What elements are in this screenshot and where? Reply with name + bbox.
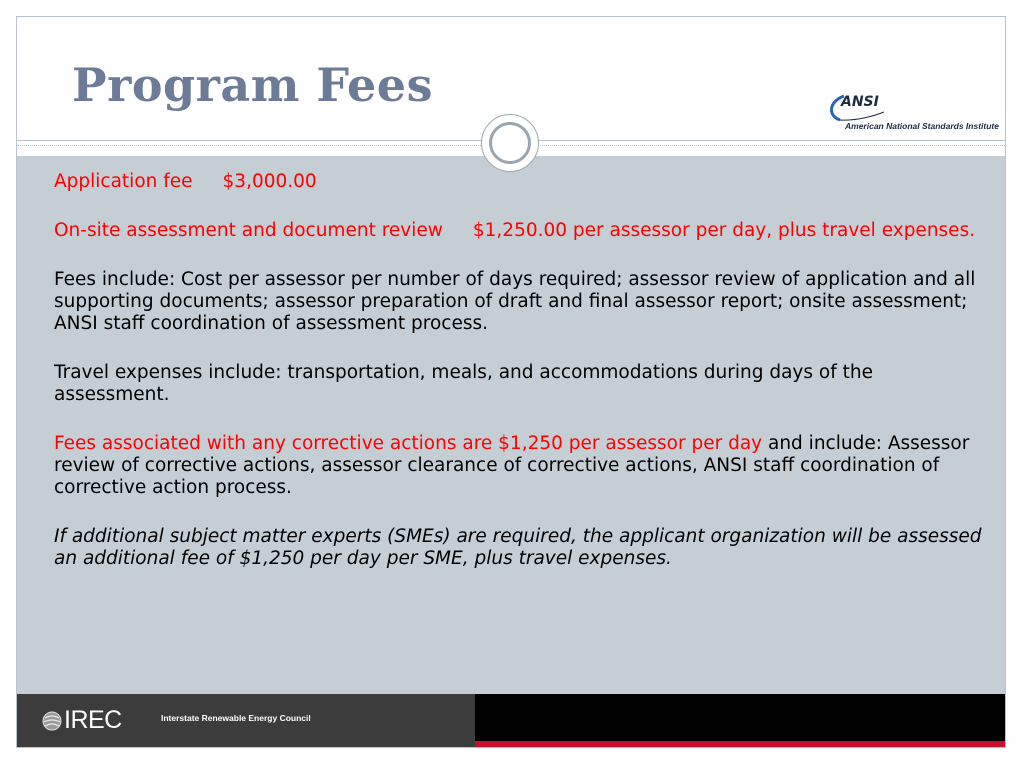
travel-expenses-paragraph: Travel expenses include: transportation, meals, and accommodations during days of the assessment. — [54, 362, 873, 405]
circle-ornament-ring — [489, 122, 531, 164]
irec-name: Interstate Renewable Energy Council — [161, 713, 311, 723]
ansi-logo — [826, 92, 999, 132]
onsite-fee-label: On-site assessment and document review — [54, 220, 443, 241]
application-fee-amount: $3,000.00 — [222, 171, 317, 192]
corrective-actions-details: and include: Assessor review of corrective actions, assessor clearance of corrective actions, ANSI staff coordination of corrective action process. — [54, 433, 970, 498]
irec-globe-icon — [42, 708, 64, 736]
slide-title: Program Fees — [72, 58, 433, 112]
application-fee-label: Application fee — [54, 171, 193, 192]
corrective-actions-fee: Fees associated with any corrective actions are $1,250 per assessor per day — [54, 433, 763, 454]
footer-red-stripe — [475, 741, 1005, 747]
application-fee-line — [54, 171, 989, 193]
slide-body — [54, 171, 989, 597]
corrective-actions-paragraph — [54, 433, 989, 499]
irec-logo — [42, 706, 142, 734]
ansi-mark: ANSI — [841, 94, 879, 110]
circle-ornament-icon — [481, 114, 539, 172]
onsite-fee-line — [54, 220, 989, 242]
ansi-name: American National Standards Institute — [845, 121, 999, 131]
irec-mark: IREC — [64, 706, 122, 734]
onsite-fee-amount: $1,250.00 per assessor per day, plus travel expenses. — [472, 220, 976, 241]
sme-note-paragraph: If additional subject matter experts (SMEs) are required, the applicant organization will be assessed an additional fee of $1,250 per day per SME, plus travel expenses. — [54, 526, 982, 569]
footer-right-band — [475, 694, 1005, 741]
fees-include-paragraph: Fees include: Cost per assessor per number of days required; assessor review of application and all supporting documents; assessor preparation of draft and final assessor report; onsite assessment; ANSI staff coordination of assessment process. — [54, 269, 976, 334]
